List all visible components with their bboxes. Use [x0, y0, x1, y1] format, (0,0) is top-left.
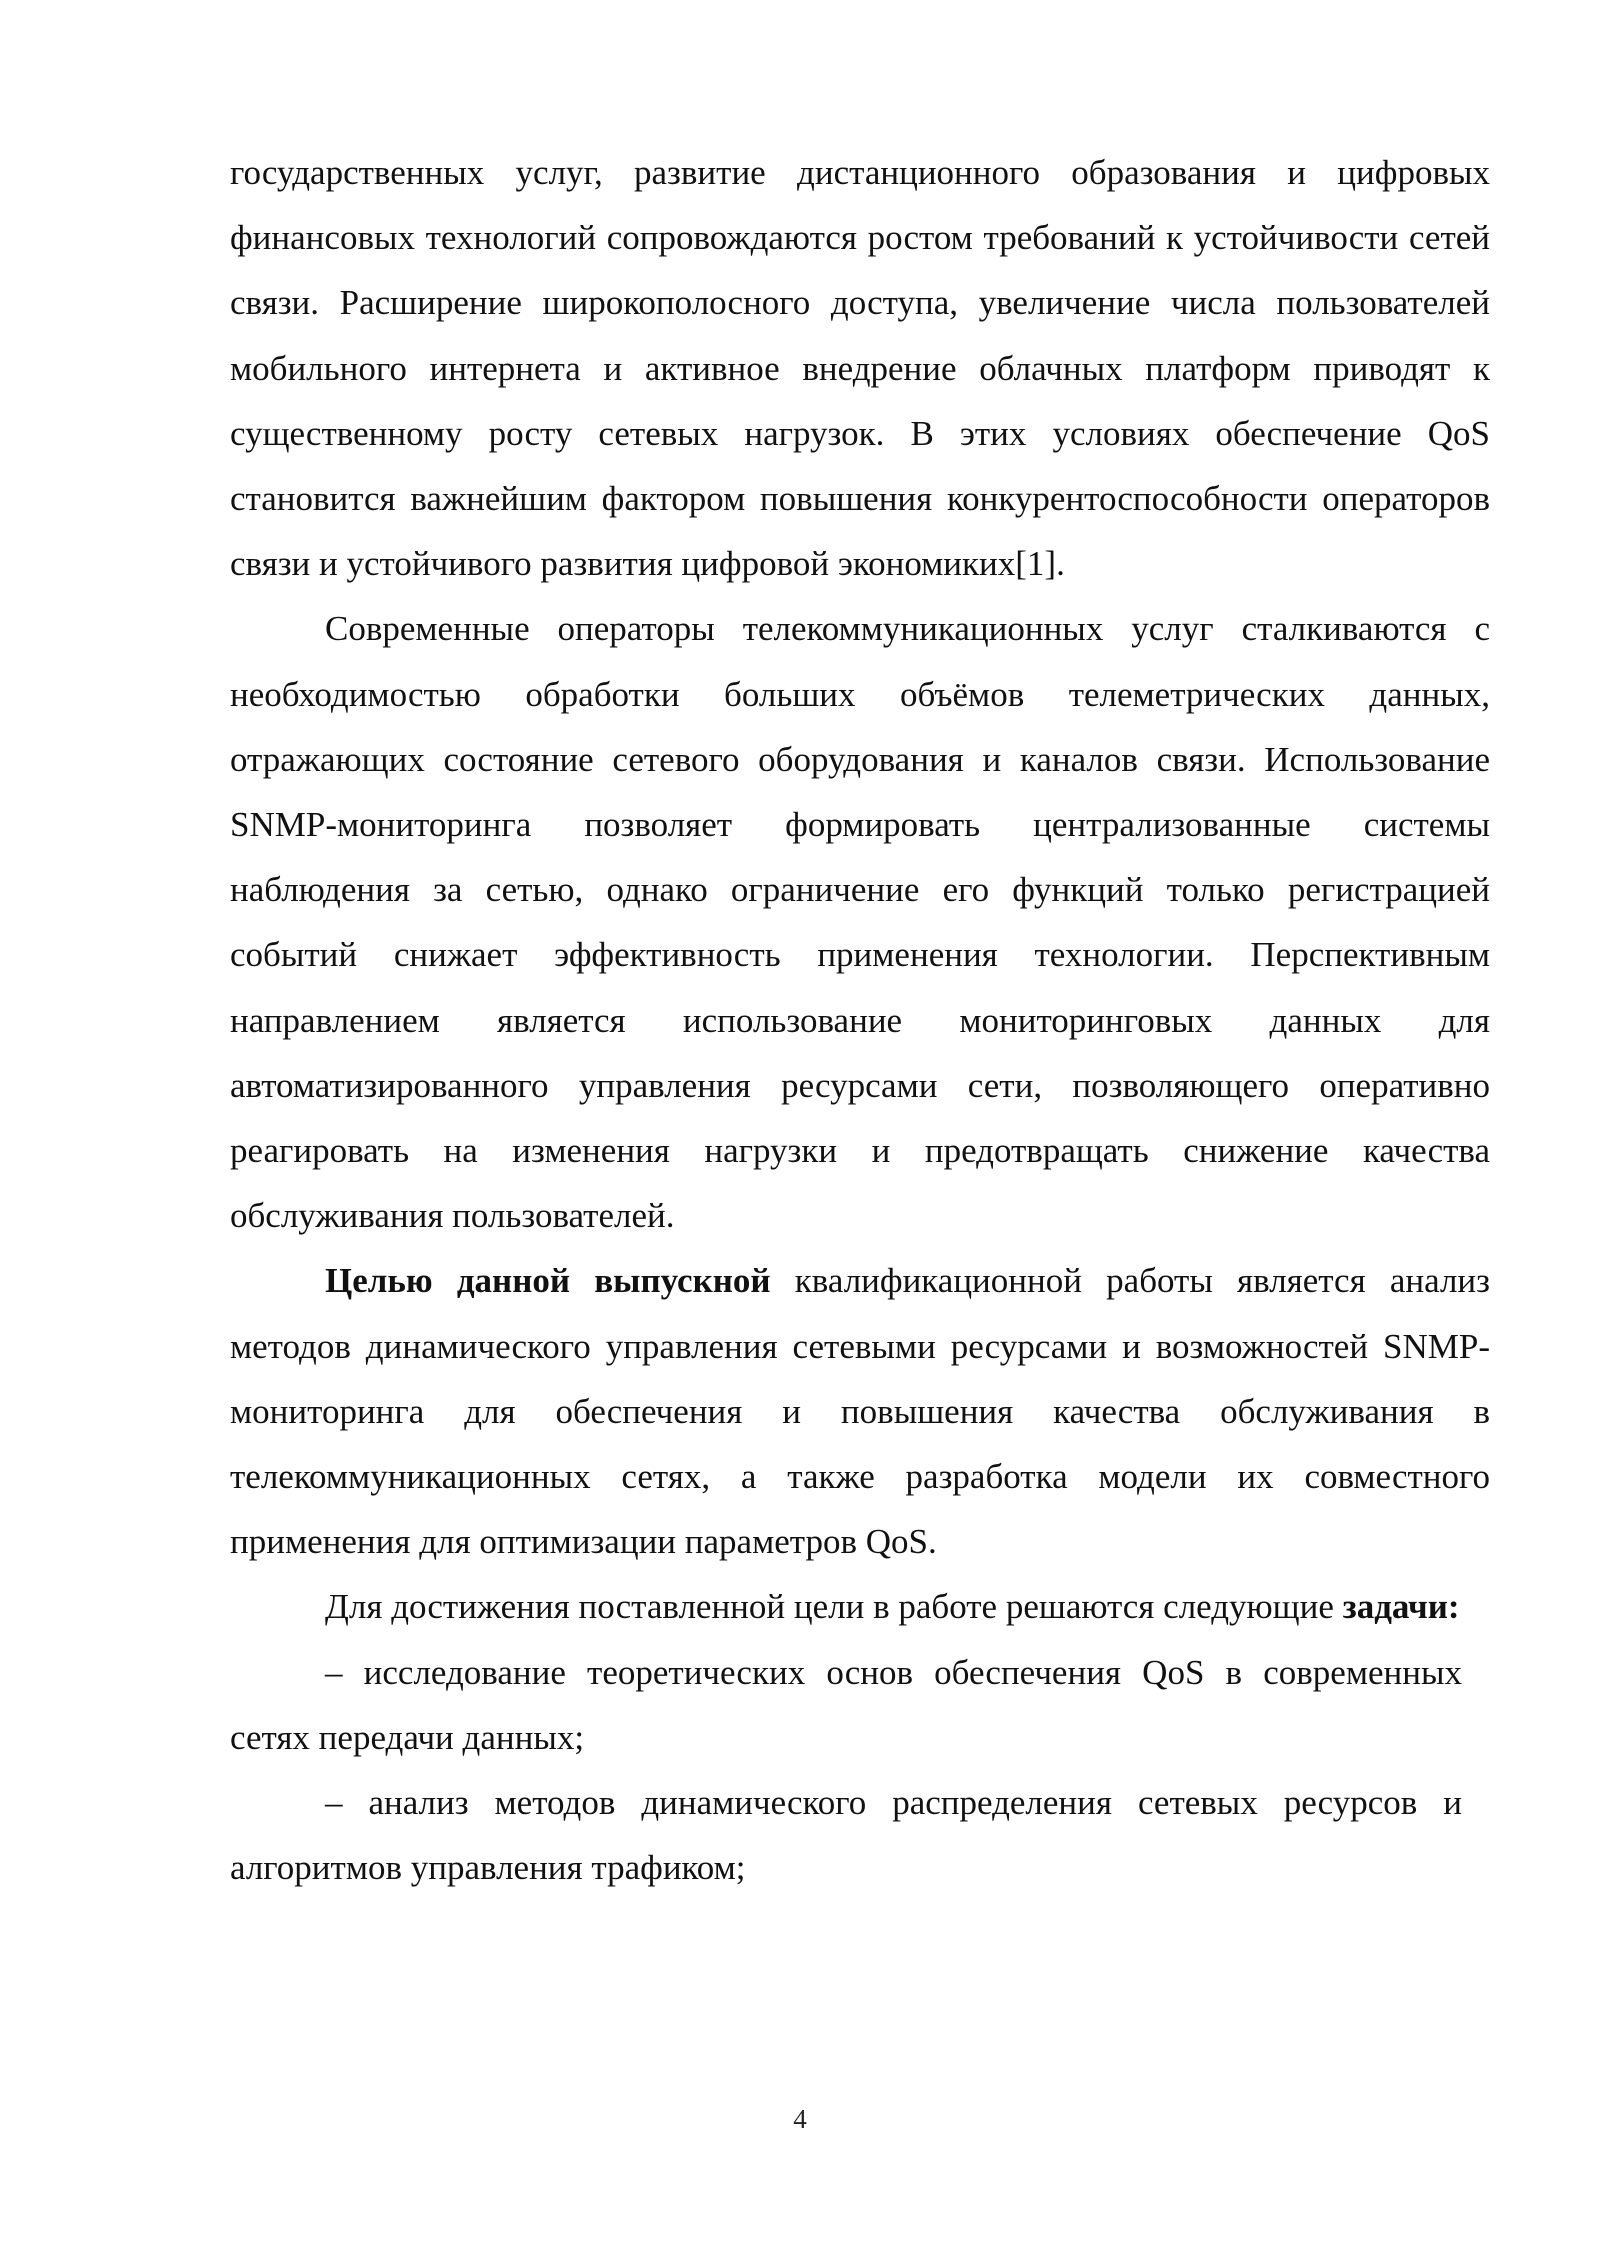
- paragraph-2: Современные операторы телекоммуникационных услуг сталкиваются с необходимостью обработки больших объёмов телеметрических данных, отражающих состояние сетевого оборудования и каналов связи. Использование SNMP-мониторинга позволяет формировать централизованные системы наблюдения за сетью, однако ограничение его функций только регистрацией событий снижает эффективность применения технологии. Перспективным направлением является использование мониторинговых данных для автоматизированного управления ресурсами сети, позволяющего оперативно реагировать на изменения нагрузки и предотвращать снижение качества обслуживания пользователей.: [230, 609, 1490, 1236]
- list-item: – исследование теоретических основ обеспечения QoS в современных сетях передачи данных;: [230, 1652, 1462, 1757]
- page-number: 4: [793, 2104, 807, 2134]
- tasks-intro-text: Для достижения поставленной цели в работе решаются следующие: [325, 1587, 1343, 1627]
- goal-text: квалификационной работы является анализ методов динамического управления сетевыми ресурсами и возможностей SNMP-мониторинга для обеспечения и повышения качества обслуживания в телекоммуникационных сетях, а также разработка модели их совместного применения для оптимизации параметров QoS.: [230, 1261, 1490, 1562]
- list-item: – анализ методов динамического распределения сетевых ресурсов и алгоритмов управления трафиком;: [230, 1783, 1462, 1888]
- paragraph-1: государственных услуг, развитие дистанционного образования и цифровых финансовых технологий сопровождаются ростом требований к устойчивости сетей связи. Расширение широкополосного доступа, увеличение числа пользователей мобильного интернета и активное внедрение облачных платформ приводят к существенному росту сетевых нагрузок. В этих условиях обеспечение QoS становится важнейшим фактором повышения конкурентоспособности операторов связи и устойчивого развития цифровой экономиких[1].: [230, 153, 1490, 584]
- tasks-bold-label: задачи:: [1342, 1587, 1460, 1627]
- paragraph-goal: [230, 1248, 1490, 1574]
- goal-bold-lead: Целью данной выпускной: [325, 1261, 771, 1301]
- paragraph-tasks-intro: [230, 1574, 1490, 1639]
- document-body: [230, 140, 1490, 1900]
